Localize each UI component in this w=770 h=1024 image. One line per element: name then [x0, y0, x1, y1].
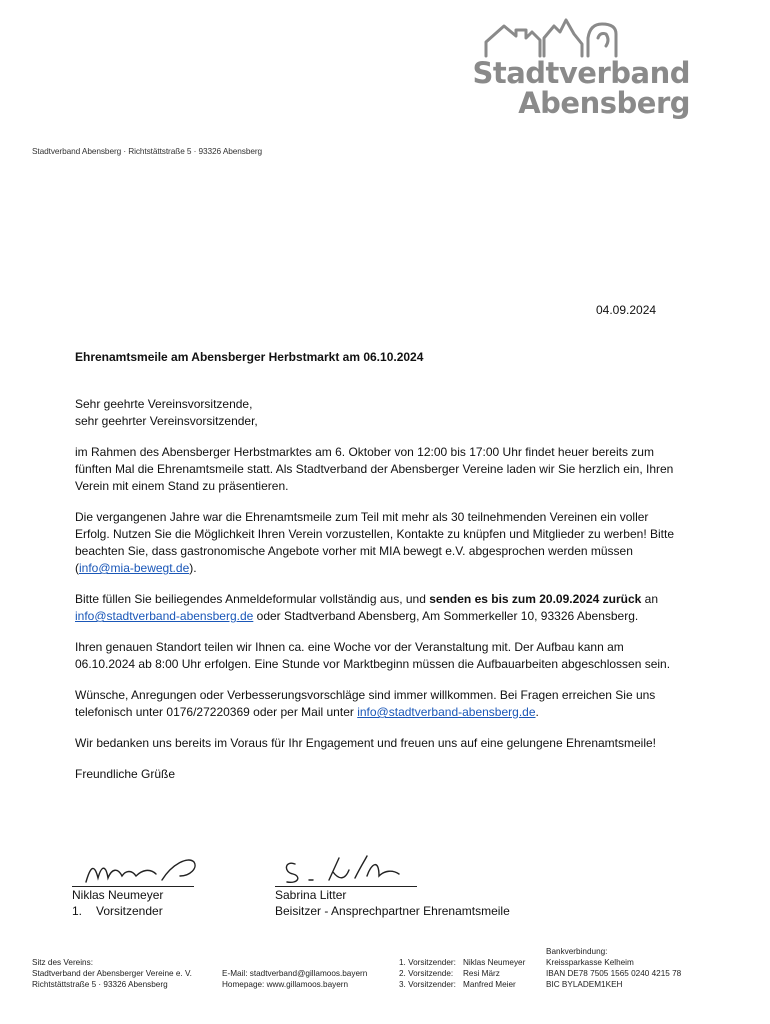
logo-wordmark-line1: Stadtverband [472, 56, 690, 90]
board-name: Manfred Meier [463, 980, 516, 989]
footer-seat-line2: Richtstättstraße 5 · 93326 Abensberg [32, 980, 168, 989]
paragraph-history-end: ). [189, 561, 197, 575]
paragraph-feedback [75, 687, 685, 721]
footer-seat-line1: Stadtverband der Abensberger Vereine e. V. [32, 969, 192, 978]
handwritten-signature-2 [275, 850, 425, 886]
bank-bic: BIC BYLADEM1KEH [546, 980, 623, 989]
footer-homepage[interactable]: Homepage: www.gillamoos.bayern [222, 980, 349, 989]
paragraph-registration-an: an [641, 592, 659, 606]
paragraph-feedback-end: . [535, 705, 539, 719]
signer-role-number: 1. [72, 904, 83, 918]
footer-email[interactable]: E-Mail: stadtverband@gillamoos.bayern [222, 969, 368, 978]
signer-name: Sabrina Litter [275, 888, 347, 902]
signer-role-title: Vorsitzender [96, 904, 163, 918]
contact-email-link[interactable]: info@stadtverband-abensberg.de [357, 705, 536, 719]
board-label: 1. Vorsitzender: [399, 958, 456, 967]
footer-bank [546, 946, 681, 990]
sender-address-line: Stadtverband Abensberg · Richtstättstraße 5 · 93326 Abensberg [32, 146, 263, 156]
bank-name: Kreissparkasse Kelheim [546, 958, 634, 967]
salutation-line1: Sehr geehrte Vereinsvorsitzende, [75, 397, 253, 411]
bank-iban: IBAN DE78 7505 1565 0240 4215 78 [546, 969, 682, 978]
logo-wordmark-line2: Abensberg [518, 86, 690, 120]
signer-name: Niklas Neumeyer [72, 888, 164, 902]
paragraph-registration-end: oder Stadtverband Abensberg, Am Sommerkeller 10, 93326 Abensberg. [253, 609, 639, 623]
registration-deadline: senden es bis zum 20.09.2024 zurück [429, 592, 642, 606]
closing: Freundliche Grüße [75, 767, 176, 781]
footer-board-row [399, 979, 525, 990]
paragraph-thanks: Wir bedanken uns bereits im Voraus für Ihr Engagement und freuen uns auf eine gelungene Ehrenamtsmeile! [75, 736, 657, 750]
paragraph-intro: im Rahmen des Abensberger Herbstmarktes am 6. Oktober von 12:00 bis 17:00 Uhr findet heuer bereits zum fünften Mal die Ehrenamtsmeile statt. Als Stadtverband der Abensberger Vereine laden wir Sie herzlich ein, Ihren Verein mit einem Stand zu präsentieren. [75, 445, 674, 493]
footer-seat-label: Sitz des Vereins: [32, 958, 93, 967]
signature-block-1 [72, 850, 194, 919]
town-skyline-logo-icon [482, 18, 698, 58]
bank-label: Bankverbindung: [546, 947, 608, 956]
board-label: 3. Vorsitzender: [399, 980, 456, 989]
paragraph-registration [75, 591, 685, 625]
paragraph-history-text: Die vergangenen Jahre war die Ehrenamtsmeile zum Teil mit mehr als 30 teilnehmenden Vereinen ein voller Erfolg. Nutzen Sie die Möglichkeit Ihren Verein vorzustellen, Kontakte zu knüpfen und Mitglieder zu werben! Bitte beachten Sie, dass gastronomische Angebote vorher mit MIA bewegt e.V. abgesprochen werden müssen ( [75, 510, 674, 575]
salutation-line2: sehr geehrter Vereinsvorsitzender, [75, 414, 258, 428]
signer-role: Beisitzer - Ansprechpartner Ehrenamtsmeile [275, 904, 510, 918]
letter-date: 04.09.2024 [596, 303, 657, 317]
handwritten-signature-1 [72, 850, 202, 886]
board-name: Resi März [463, 969, 500, 978]
salutation [75, 396, 685, 430]
letter-subject: Ehrenamtsmeile am Abensberger Herbstmarkt am 06.10.2024 [75, 350, 424, 364]
footer-board-row [399, 957, 525, 968]
signature-line [72, 850, 194, 887]
footer-board [399, 957, 525, 990]
paragraph-history [75, 509, 685, 577]
board-label: 2. Vorsitzende: [399, 969, 454, 978]
letter-body [75, 349, 685, 797]
signature-line [275, 850, 417, 887]
signature-block-2 [275, 850, 510, 919]
stadtverband-email-link[interactable]: info@stadtverband-abensberg.de [75, 609, 254, 623]
paragraph-location: Ihren genauen Standort teilen wir Ihnen ca. eine Woche vor der Veranstaltung mit. Der Aufbau kann am 06.10.2024 ab 8:00 Uhr erfolgen. Eine Stunde vor Marktbeginn müssen die Aufbauarbeiten abgeschlossen sein. [75, 640, 671, 671]
mia-email-link[interactable]: info@mia-bewegt.de [79, 561, 190, 575]
paragraph-feedback-text: Wünsche, Anregungen oder Verbesserungsvorschläge sind immer willkommen. Bei Fragen erreichen Sie uns telefonisch unter 0176/27220369 oder per Mail unter [75, 688, 656, 719]
signer-role [72, 903, 194, 919]
board-name: Niklas Neumeyer [463, 958, 526, 967]
footer-contact [222, 968, 367, 990]
footer-board-row [399, 968, 525, 979]
organization-logo [472, 18, 698, 122]
paragraph-registration-text: Bitte füllen Sie beiliegendes Anmeldeformular vollständig aus, und [75, 592, 430, 606]
footer-seat [32, 957, 192, 990]
